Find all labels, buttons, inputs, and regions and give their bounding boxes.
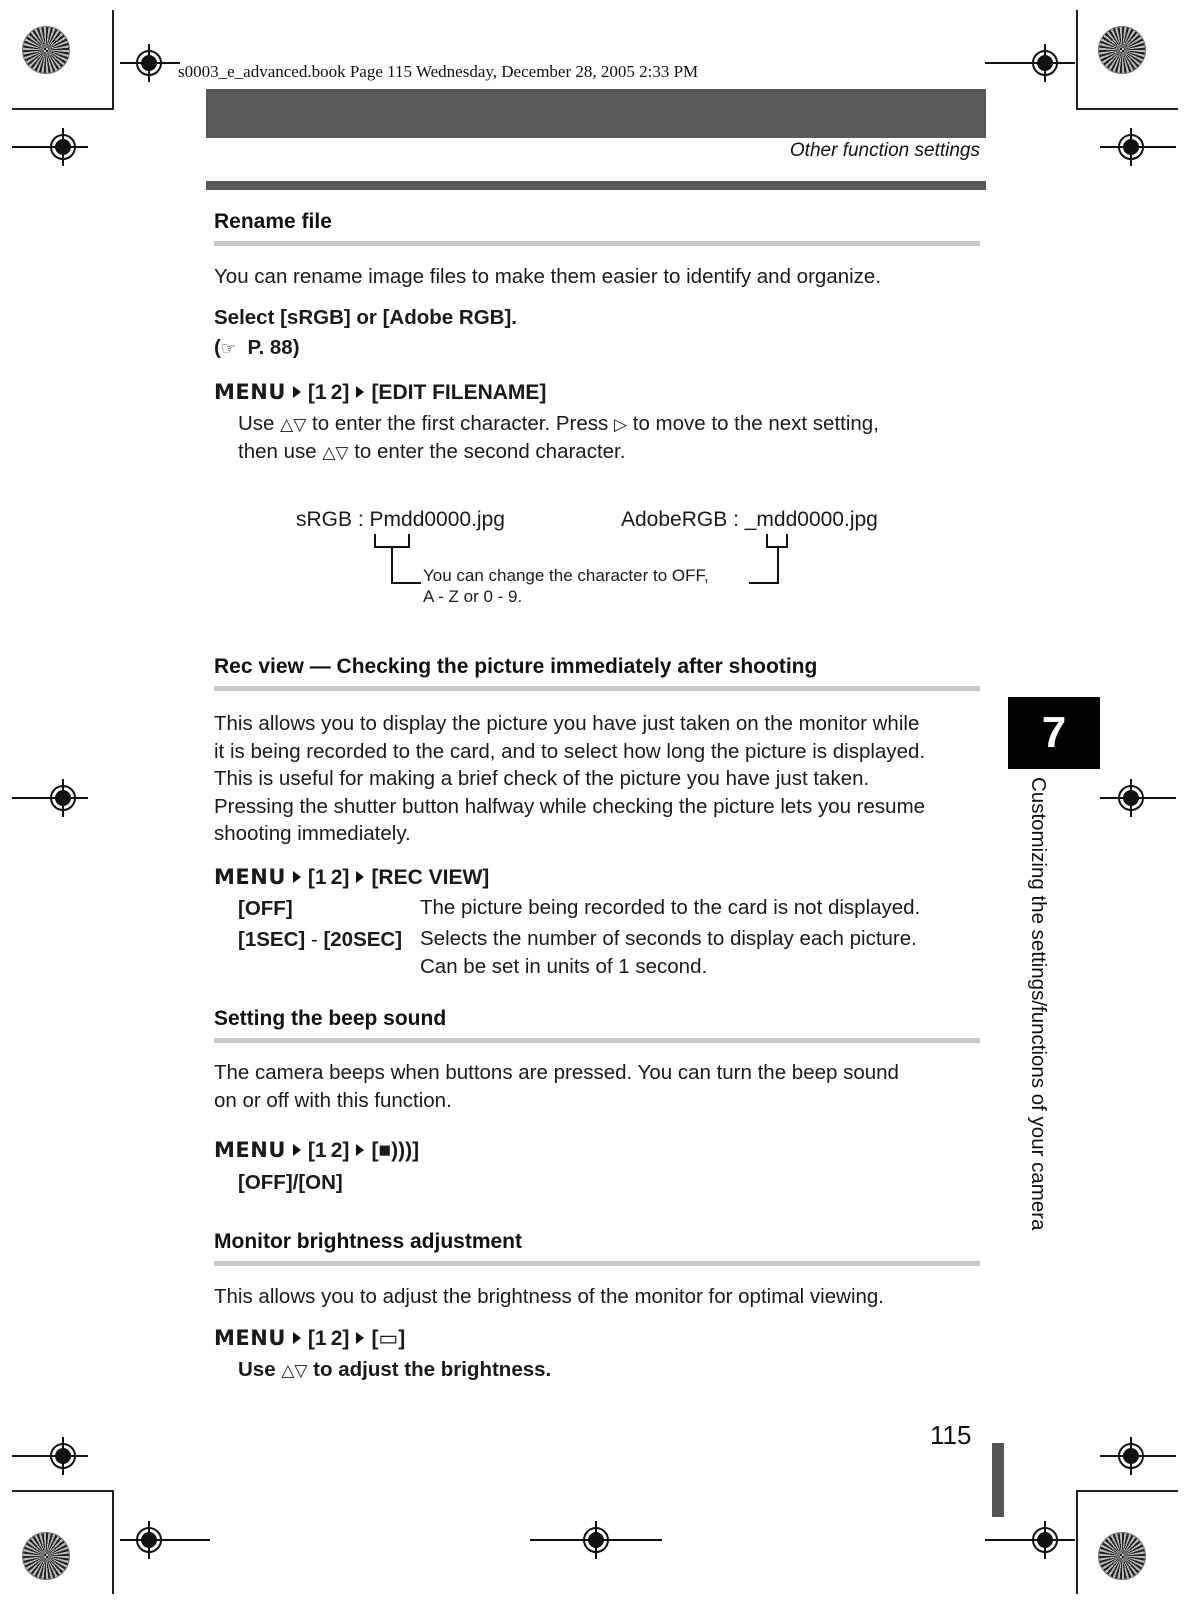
menu-tab: [1 2] <box>307 866 350 889</box>
arrow-right-icon <box>293 1144 301 1156</box>
instr-text: Use <box>238 412 275 435</box>
registration-line <box>985 62 1075 64</box>
menu-item: [REC VIEW] <box>371 866 490 889</box>
chapter-tab: 7 <box>1008 697 1100 769</box>
bracket-line <box>766 534 768 546</box>
section-divider <box>214 241 980 246</box>
rename-instruction-2 <box>238 438 625 467</box>
recview-heading: Rec view — Checking the picture immediately after shooting <box>214 655 818 678</box>
instr-text: to enter the second character. <box>354 440 626 463</box>
section-divider <box>214 1038 980 1043</box>
right-arrow-button-icon: ▷ <box>613 414 628 434</box>
crop-mark <box>1078 108 1178 110</box>
instr-text: to move to the next setting, <box>632 412 879 435</box>
registration-target-icon <box>22 1532 70 1580</box>
up-down-arrow-buttons-icon: △▽ <box>280 414 307 434</box>
bracket-line <box>391 582 421 584</box>
arrow-right-icon <box>293 386 301 398</box>
key-part: [1SEC] <box>238 928 306 951</box>
opt-sec-key <box>238 928 402 952</box>
bracket-line <box>749 582 779 584</box>
registration-line <box>985 1539 1075 1541</box>
registration-target-icon <box>1098 1532 1146 1580</box>
body-line: The camera beeps when buttons are pressed. You can turn the beep sound <box>214 1061 899 1084</box>
key-part: [20SEC] <box>323 928 403 951</box>
registration-target-icon <box>1098 26 1146 74</box>
instr-text: Use <box>238 1358 276 1381</box>
recview-body <box>214 710 925 848</box>
registration-line <box>1100 1455 1176 1457</box>
menu-word: MENU <box>214 1138 286 1162</box>
header-rule <box>206 181 986 190</box>
bracket-line <box>408 534 410 546</box>
header-band <box>206 89 986 138</box>
filename-srgb: sRGB : Pmdd0000.jpg <box>296 508 505 531</box>
value-line: Can be set in units of 1 second. <box>420 955 708 978</box>
arrow-right-icon <box>293 1332 301 1344</box>
rename-ref: (☞ P. 88) <box>214 334 300 362</box>
beep-body <box>214 1059 899 1114</box>
section-divider <box>214 686 980 691</box>
recview-menu-path <box>214 865 489 890</box>
monitor-menu-path <box>214 1326 405 1351</box>
monitor-brightness-icon: [▭] <box>371 1327 406 1350</box>
menu-tab: [1 2] <box>307 381 350 404</box>
filename-adobergb: AdobeRGB : _mdd0000.jpg <box>621 508 878 531</box>
body-line: Pressing the shutter button halfway while checking the picture lets you resume <box>214 794 926 818</box>
page-number-bar <box>992 1443 1004 1517</box>
menu-word: MENU <box>214 380 286 404</box>
menu-tab: [1 2] <box>307 1327 350 1350</box>
registration-line <box>1100 797 1176 799</box>
beep-menu-path <box>214 1138 419 1163</box>
crop-mark <box>1078 1490 1178 1492</box>
rename-heading: Rename file <box>214 210 332 233</box>
crop-mark <box>12 108 112 110</box>
registration-line <box>120 62 180 64</box>
body-line: on or off with this function. <box>214 1088 452 1112</box>
bracket-line <box>391 546 393 584</box>
body-line: This is useful for making a brief check of the picture you have just taken. <box>214 767 870 790</box>
menu-item: [EDIT FILENAME] <box>371 381 547 404</box>
opt-off-value: The picture being recorded to the card is not displayed. <box>420 896 921 919</box>
beep-icon: [■)))] <box>371 1139 420 1162</box>
rename-intro: You can rename image files to make them easier to identify and organize. <box>214 265 882 288</box>
filename-note <box>423 565 709 607</box>
bracket-line <box>374 534 376 546</box>
page-number: 115 <box>930 1420 972 1450</box>
opt-sec-value <box>420 925 917 981</box>
opt-off-key: [OFF] <box>238 897 293 920</box>
section-label: Other function settings <box>789 140 980 161</box>
registration-line <box>12 797 88 799</box>
section-divider <box>214 1261 980 1266</box>
chapter-side-title: Customizing the settings/functions of your camera <box>1027 777 1050 1231</box>
instr-text: to enter the first character. Press <box>312 412 609 435</box>
registration-line <box>1100 146 1176 148</box>
arrow-right-icon <box>293 871 301 883</box>
bracket-line <box>777 546 779 584</box>
menu-word: MENU <box>214 865 286 889</box>
crop-mark <box>112 1490 114 1594</box>
body-line: it is being recorded to the card, and to select how long the picture is displayed. <box>214 739 926 763</box>
registration-line <box>12 1455 88 1457</box>
arrow-right-icon <box>356 386 364 398</box>
registration-line <box>120 1539 210 1541</box>
crop-mark <box>1076 10 1078 110</box>
rename-select-line: Select [sRGB] or [Adobe RGB]. <box>214 306 517 329</box>
crop-mark <box>112 10 114 110</box>
menu-word: MENU <box>214 1326 286 1350</box>
instr-text: then use <box>238 440 317 463</box>
arrow-right-icon <box>356 1332 364 1344</box>
monitor-heading: Monitor brightness adjustment <box>214 1230 523 1253</box>
bracket-line <box>786 534 788 546</box>
monitor-instruction <box>238 1356 551 1385</box>
up-down-arrow-buttons-icon: △▽ <box>281 1360 308 1380</box>
note-line: You can change the character to OFF, <box>423 566 709 585</box>
rename-menu-path <box>214 380 546 405</box>
crop-mark <box>12 1490 112 1492</box>
crop-mark <box>1076 1490 1078 1594</box>
registration-target-icon <box>22 26 70 74</box>
registration-line <box>12 146 88 148</box>
rename-instruction-1 <box>238 410 879 439</box>
reference-hand-icon: ☞ <box>220 338 237 358</box>
menu-tab: [1 2] <box>307 1139 350 1162</box>
key-sep: - <box>305 928 324 951</box>
beep-options: [OFF]/[ON] <box>238 1171 343 1194</box>
registration-line <box>530 1539 662 1541</box>
body-line: shooting immediately. <box>214 822 411 845</box>
monitor-body: This allows you to adjust the brightness of the monitor for optimal viewing. <box>214 1285 884 1308</box>
arrow-right-icon <box>356 871 364 883</box>
value-line: Selects the number of seconds to display each picture. <box>420 927 917 950</box>
arrow-right-icon <box>356 1144 364 1156</box>
print-slug: s0003_e_advanced.book Page 115 Wednesday, December 28, 2005 2:33 PM <box>178 62 699 81</box>
beep-heading: Setting the beep sound <box>214 1007 447 1030</box>
note-line: A - Z or 0 - 9. <box>423 587 523 606</box>
body-line: This allows you to display the picture you have just taken on the monitor while <box>214 712 920 735</box>
instr-text: to adjust the brightness. <box>313 1358 552 1381</box>
ref-page: P. 88 <box>247 336 293 359</box>
up-down-arrow-buttons-icon: △▽ <box>322 442 349 462</box>
